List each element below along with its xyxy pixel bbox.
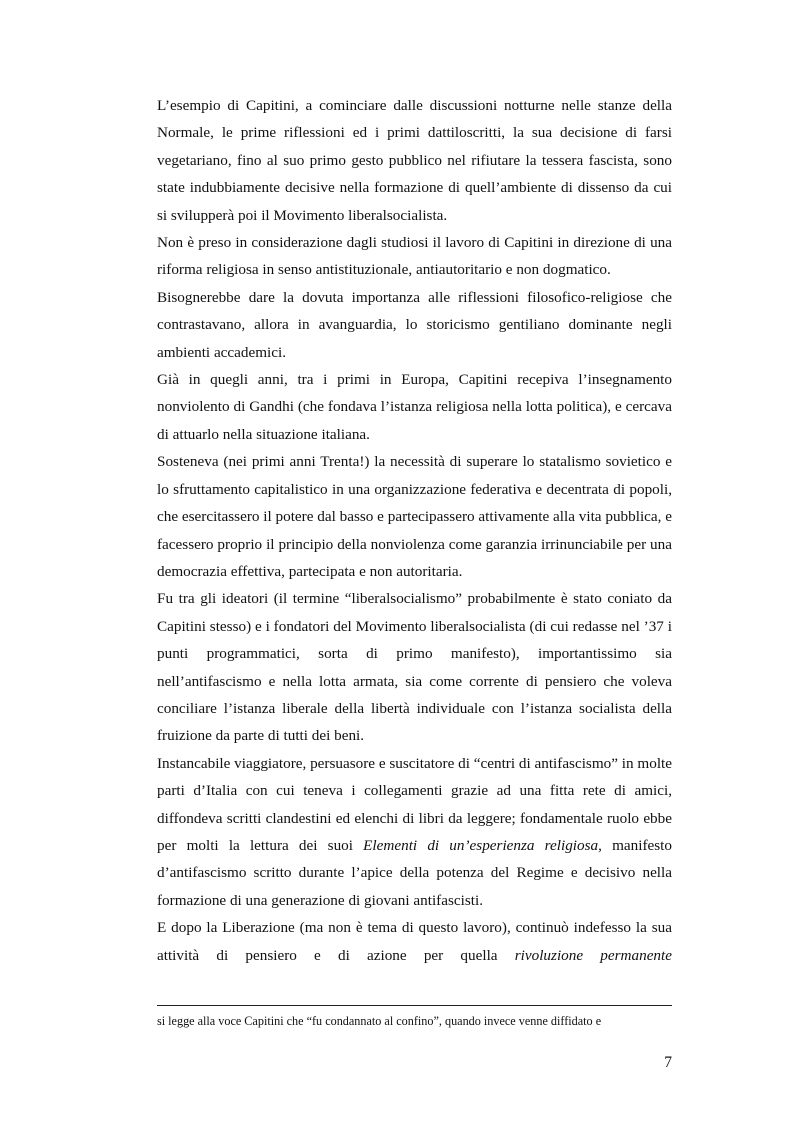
paragraph: Non è preso in considerazione dagli studiosi il lavoro di Capitini in direzione di una riforma religiosa in senso antistituzionale, antiautoritario e non dogmatico. xyxy=(157,234,672,279)
page-number: 7 xyxy=(664,1054,672,1071)
paragraph: L’esempio di Capitini, a cominciare dalle discussioni notturne nelle stanze della Normale, le prime riflessioni ed i primi dattiloscritti, la sua decisione di farsi vegetariano, fino al suo primo gesto pubblico nel rifiutare la tessera fascista, sono state indubbiamente decisive nella formazione di quell’ambiente di dissenso da cui si svilupperà poi il Movimento liberalsocialista. xyxy=(157,97,672,224)
paragraph xyxy=(157,750,672,914)
paragraph: Fu tra gli ideatori (il termine “liberalsocialismo” probabilmente è stato coniato da Capitini stesso) e i fondatori del Movimento liberalsocialista (di cui redasse nel ’37 i punti programmatici, sorta di primo manifesto), importantissimo sia nell’antifascismo e nella lotta armata, sia come corrente di pensiero che voleva conciliare l’istanza liberale della libertà individuale con l’istanza socialista della fruizione da parte di tutti dei beni. xyxy=(157,590,672,745)
page-body xyxy=(157,92,672,969)
paragraph: Già in quegli anni, tra i primi in Europa, Capitini recepiva l’insegnamento nonviolento di Gandhi (che fondava l’istanza religiosa nella lotta politica), e cercava di attuarlo nella situazione italiana. xyxy=(157,371,672,443)
book-title: Elementi di un’esperienza religiosa xyxy=(363,836,599,854)
paragraph-text: , manifesto d’antifascismo scritto durante l’apice della potenza del Regime e decisivo nella formazione di una generazione di giovani antifascisti. xyxy=(157,836,672,909)
paragraph-text: Instancabile viaggiatore, persuasore e suscitatore di “centri di antifascismo” in molte parti d’Italia con cui teneva i collegamenti grazie ad una fitta rete di amici, diffondeva scritti clandestini ed elenchi di libri da leggere; fondamentale ruolo ebbe per molti la lettura dei suoi xyxy=(157,754,672,854)
footnote: si legge alla voce Capitini che “fu condannato al confino”, quando invece venne diffidato e xyxy=(157,1014,602,1028)
paragraph: Sosteneva (nei primi anni Trenta!) la necessità di superare lo statalismo sovietico e lo sfruttamento capitalistico in una organizzazione federativa e decentrata di popoli, che esercitassero il potere dal basso e partecipassero attivamente alla vita pubblica, e facessero proprio il principio della nonviolenza come garanzia irrinunciabile per una democrazia effettiva, partecipata e non autoritaria. xyxy=(157,453,672,580)
paragraph: Bisognerebbe dare la dovuta importanza alle riflessioni filosofico-religiose che contrastavano, allora in avanguardia, lo storicismo gentiliano dominante negli ambienti accademici. xyxy=(157,288,672,361)
footnote-divider xyxy=(157,1005,672,1006)
emphasized-phrase: rivoluzione permanente xyxy=(514,946,672,964)
paragraph xyxy=(157,914,672,969)
paragraph-text: E dopo la Liberazione (ma non è tema di questo lavoro), continuò indefesso la sua attività di pensiero e di azione per quella xyxy=(157,919,672,964)
